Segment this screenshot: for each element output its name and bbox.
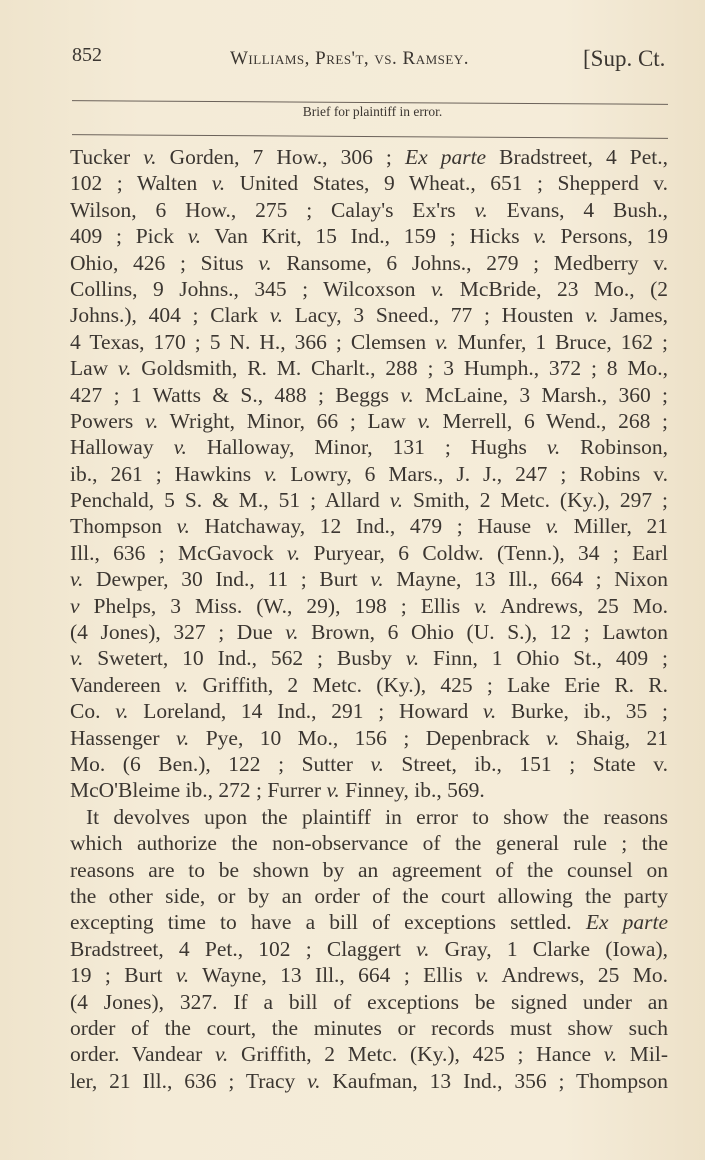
text-line: (4 Jones), 327 ; Due v. Brown, 6 Ohio (U. S.), 12 ; Lawton: [70, 620, 668, 645]
text-line: ib., 261 ; Hawkins v. Lowry, 6 Mars., J. J., 247 ; Robins v.: [70, 461, 668, 486]
body-text: [70, 144, 668, 1094]
text-line: reasons are to be shown by an agreement of the counsel on: [70, 857, 668, 882]
text-line: 427 ; 1 Watts & S., 488 ; Beggs v. McLaine, 3 Marsh., 360 ;: [70, 382, 669, 407]
running-title: Williams, Pres't, vs. Ramsey.: [230, 48, 469, 69]
text-line: v. Swetert, 10 Ind., 562 ; Busby v. Finn, 1 Ohio St., 409 ;: [70, 646, 668, 671]
text-line: Co. v. Loreland, 14 Ind., 291 ; Howard v. Burke, ib., 35 ;: [70, 699, 668, 724]
page-number: 852: [72, 44, 102, 66]
text-line: It devolves upon the plaintiff in error to show the reasons: [86, 804, 668, 829]
text-line: the other side, or by an order of the court allowing the party: [70, 883, 668, 908]
text-line: Bradstreet, 4 Pet., 102 ; Claggert v. Gray, 1 Clarke (Iowa),: [70, 936, 668, 961]
subheading: Brief for plaintiff in error.: [302, 104, 443, 119]
text-line: Tucker v. Gorden, 7 How., 306 ; Ex parte Bradstreet, 4 Pet.,: [70, 145, 669, 169]
text-line: Ill., 636 ; McGavock v. Puryear, 6 Coldw. (Tenn.), 34 ; Earl: [70, 540, 668, 565]
text-line: (4 Jones), 327. If a bill of exceptions be signed under an: [70, 989, 668, 1014]
text-line: excepting time to have a bill of exceptions settled. Ex parte: [70, 910, 668, 935]
text-line: order. Vandear v. Griffith, 2 Metc. (Ky.), 425 ; Hance v. Mil-: [70, 1042, 668, 1067]
text-line: Johns.), 404 ; Clark v. Lacy, 3 Sneed., 77 ; Housten v. James,: [70, 303, 668, 328]
text-line: Thompson v. Hatchaway, 12 Ind., 479 ; Hause v. Miller, 21: [70, 514, 668, 539]
text-line: Wilson, 6 How., 275 ; Calay's Ex'rs v. Evans, 4 Bush.,: [70, 197, 668, 222]
text-line: Mo. (6 Ben.), 122 ; Sutter v. Street, ib., 151 ; State v.: [70, 751, 668, 776]
text-line: order of the court, the minutes or records must show such: [70, 1015, 668, 1040]
text-line: 4 Texas, 170 ; 5 N. H., 366 ; Clemsen v. Munfer, 1 Bruce, 162 ;: [70, 329, 668, 354]
text-line: Ohio, 426 ; Situs v. Ransome, 6 Johns., 279 ; Medberry v.: [70, 250, 668, 275]
text-line: v. Dewper, 30 Ind., 11 ; Burt v. Mayne, 13 Ill., 664 ; Nixon: [70, 567, 668, 592]
text-line: Powers v. Wright, Minor, 66 ; Law v. Merrell, 6 Wend., 268 ;: [70, 408, 669, 433]
text-line: Collins, 9 Johns., 345 ; Wilcoxson v. McBride, 23 Mo., (2: [70, 276, 668, 301]
text-line: Hassenger v. Pye, 10 Mo., 156 ; Depenbrack v. Shaig, 21: [70, 725, 668, 750]
subheading-rule: [72, 134, 668, 139]
text-line: v Phelps, 3 Miss. (W., 29), 198 ; Ellis v. Andrews, 25 Mo.: [70, 593, 668, 618]
text-line: Penchald, 5 S. & M., 51 ; Allard v. Smith, 2 Metc. (Ky.), 297 ;: [70, 488, 668, 513]
text-line: 102 ; Walten v. United States, 9 Wheat., 651 ; Shepperd v.: [70, 171, 668, 196]
text-line: 409 ; Pick v. Van Krit, 15 Ind., 159 ; Hicks v. Persons, 19: [70, 224, 668, 249]
text-line: Halloway v. Halloway, Minor, 131 ; Hughs v. Robinson,: [70, 435, 668, 460]
court-label: [Sup. Ct.: [583, 46, 666, 71]
text-line: ler, 21 Ill., 636 ; Tracy v. Kaufman, 13 Ind., 356 ; Thompson: [70, 1068, 668, 1093]
text-line: 19 ; Burt v. Wayne, 13 Ill., 664 ; Ellis v. Andrews, 25 Mo.: [70, 963, 668, 988]
text-line: Law v. Goldsmith, R. M. Charlt., 288 ; 3 Humph., 372 ; 8 Mo.,: [70, 356, 668, 381]
text-line: which authorize the non-observance of the general rule ; the: [70, 831, 668, 856]
text-line: Vandereen v. Griffith, 2 Metc. (Ky.), 425 ; Lake Erie R. R.: [70, 672, 668, 697]
text-line: McO'Bleime ib., 272 ; Furrer v. Finney, ib., 569.: [70, 778, 485, 803]
